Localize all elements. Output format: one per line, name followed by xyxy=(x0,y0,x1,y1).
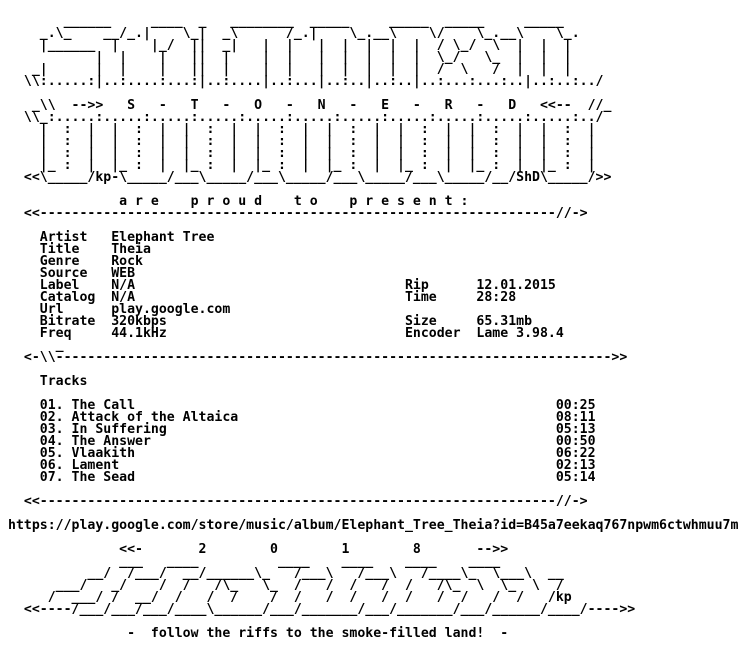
nfo-line: _| | | | || | | | | | | | | / \ / | | | xyxy=(8,62,572,77)
nfo-line: a r e p r o u d t o p r e s e n t : xyxy=(8,194,469,209)
nfo-line: _\\ -->> S - T - O - N - E - R - D <<-- //_ xyxy=(8,98,612,113)
nfo-line: 06. Lament 02:13 xyxy=(8,458,596,473)
nfo-line: \\:.....:|..:....:...:|..:....|..:...|..:..|..:..|..:...:...:..|..:..:../ xyxy=(8,74,604,89)
nfo-line: Tracks xyxy=(8,374,88,389)
nfo-line: 01. The Call 00:25 xyxy=(8,398,596,413)
nfo-line: | | | || | | | | | | | | \_/ \_ | | | xyxy=(8,50,572,65)
nfo-line: Genre Rock xyxy=(8,254,143,269)
nfo-line: | : | | : | | : | | : | | : | | : | | : | | : | xyxy=(8,134,596,149)
nfo-line: Catalog N/A Time 28:28 xyxy=(8,290,517,305)
nfo-line: Bitrate 320kbps Size 65.31mb xyxy=(8,314,533,329)
nfo-line: 02. Attack of the Altaica 08:11 xyxy=(8,410,596,425)
nfo-line: __/ /___/ __/______\_ /___\ /___\ /____\_ \___\ __ xyxy=(8,566,564,581)
nfo-line: https://play.google.com/store/music/album/Elephant_Tree_Theia?id=B45a7eekaq767npwm6ctwhmuu7m xyxy=(8,518,739,533)
nfo-line: <<\_____/kp-\_____/___\_____/___\_____/___\_____/___\_____/__/ShD\_____/>> xyxy=(8,170,612,185)
nfo-line: <<- 2 0 1 8 -->> xyxy=(8,542,509,557)
nfo-line: / ___/ / __/ / / / / / / / / / / / / / /kp xyxy=(8,590,572,605)
nfo-line: Label N/A Rip 12.01.2015 xyxy=(8,278,556,293)
nfo-line: Source WEB xyxy=(8,266,136,281)
nfo-line: | : | | : | | : | | : | | : | | : | | : | | : | xyxy=(8,122,596,137)
nfo-line: <<-----------------------------------------------------------------//-> xyxy=(8,494,588,509)
nfo-line: |_ : | |_ : | |_ : | |_ : | |_ : | |_ : | |_ : | |_ : | xyxy=(8,158,596,173)
nfo-line: Url play.google.com xyxy=(8,302,231,317)
nfo-line: <-\\---------------------------------------------------------------------->> xyxy=(8,350,628,365)
nfo-line: Artist Elephant Tree xyxy=(8,230,215,245)
nfo-document xyxy=(8,4,752,640)
nfo-line: _.\_ __/_.| \_| _\ /_.| \_.__\ \/ \_.__\ \_. xyxy=(8,26,580,41)
nfo-line: | : | | : | | : | | : | | : | | : | | : | | : | xyxy=(8,146,596,161)
nfo-line: \\_:.....:.....:.....:.....:.....:.....:.....:.....:.....:.....:.....:../ xyxy=(8,110,604,125)
nfo-line: Title Theia xyxy=(8,242,151,257)
nfo-line: <<-----------------------------------------------------------------//-> xyxy=(8,206,588,221)
nfo-line: - follow the riffs to the smoke-filled land! - xyxy=(8,626,509,641)
nfo-line: 07. The Sead 05:14 xyxy=(8,470,596,485)
nfo-line: _ xyxy=(8,338,64,353)
nfo-line: ___/ _/ / / /\_ \_ / / / / / /\_ \ \_ \ / xyxy=(8,578,564,593)
nfo-line: 04. The Answer 00:50 xyxy=(8,434,596,449)
nfo-line: ___ ____ ____ ____ ____ ____ xyxy=(8,554,501,569)
nfo-line: ______ ____ _ ________ _____ _____ _____ _____ xyxy=(8,14,564,29)
nfo-line: <<----/___/___/___/____\______/___/_______/___/_______/___/______/____/---->> xyxy=(8,602,636,617)
nfo-line: 03. In Suffering 05:13 xyxy=(8,422,596,437)
nfo-line xyxy=(8,364,752,376)
nfo-line: Freq 44.1kHz Encoder Lame 3.98.4 xyxy=(8,326,564,341)
nfo-line: 05. Vlaakith 06:22 xyxy=(8,446,596,461)
nfo-line: |______ | |_/ || _| | | | | | | | / \_/ \ | | | xyxy=(8,38,572,53)
